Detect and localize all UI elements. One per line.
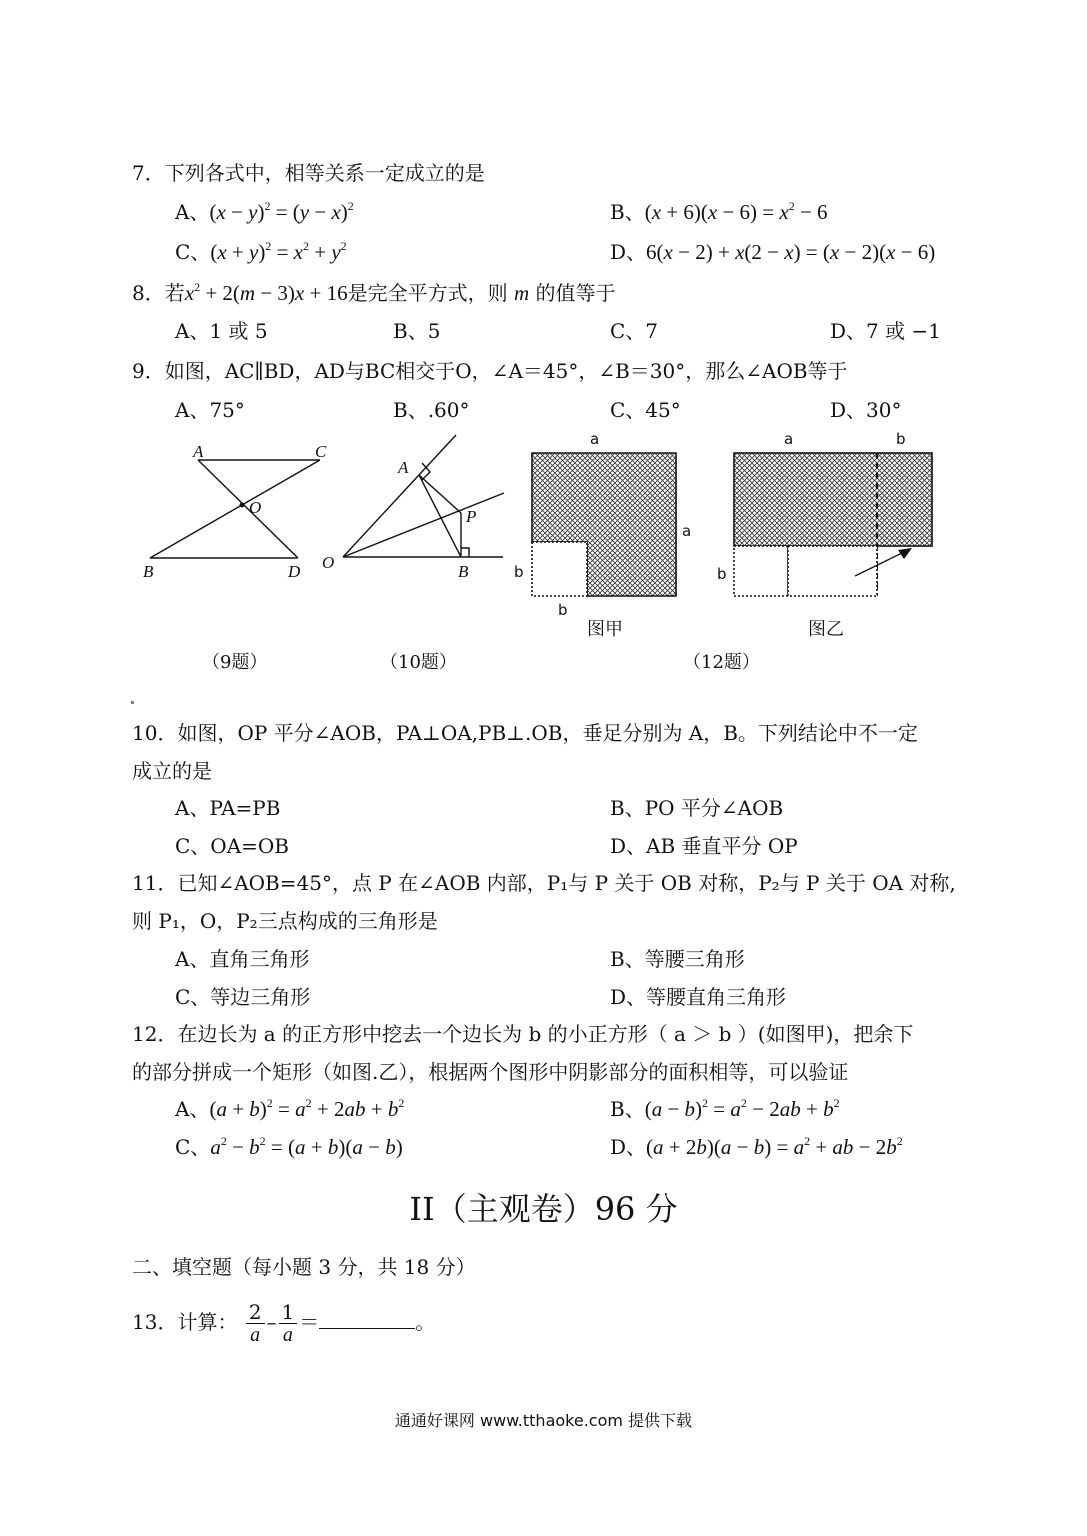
q13-fraction-2: $\frac{1}{a}$ (279, 1301, 298, 1346)
q12-option-a: A、$(a + b)^2 = a^2 + 2ab + b^2$ (175, 1096, 405, 1121)
q8-option-d: D、7 或 −1 (830, 319, 941, 343)
q7-option-b: B、$(x + 6)(x - 6) = x^2 - 6$ (610, 199, 828, 224)
q13-fraction-1: $\frac{2}{a}$ (246, 1301, 265, 1346)
q11-option-c: C、等边三角形 (175, 985, 311, 1009)
fig12b-name: 图乙 (808, 619, 844, 640)
q13-answer-blank[interactable] (319, 1310, 415, 1329)
fig12a-name: 图甲 (587, 619, 623, 640)
q11-option-a: A、直角三角形 (175, 947, 310, 971)
fig9-label-c: C (315, 442, 327, 461)
q12-option-d: D、$(a + 2b)(a - b) = a^2$ + ab − $2b^2$ (610, 1134, 903, 1159)
q11-option-d: D、等腰直角三角形 (610, 985, 787, 1009)
q10-option-d: D、AB 垂直平分 OP (610, 834, 798, 858)
q7-option-a: A、$(x - y)^2 = (y - x)^2$ (175, 199, 354, 224)
figure-q9 (135, 435, 335, 585)
q9-option-c: C、45° (610, 398, 681, 422)
fig12-caption: （12题） (683, 652, 760, 673)
q7-option-d: D、6(x − 2) + x(2 − x) = (x − 2)(x − 6) (610, 240, 936, 264)
q10-option-a: A、PA=PB (175, 796, 281, 820)
q8-option-a: A、1 或 5 (175, 319, 268, 343)
q9-stem: 9．如图，AC∥BD，AD与BC相交于O，∠A＝45°，∠B＝30°，那么∠AOB等于 (132, 359, 848, 383)
q12-stem-line1: 12．在边长为 a 的正方形中挖去一个边长为 b 的小正方形（ a ＞ b ）(如图甲)，把余下 (132, 1022, 914, 1046)
fig10-label-a: A (398, 458, 409, 477)
q7-stem: 7．下列各式中，相等关系一定成立的是 (132, 161, 485, 185)
fig10-label-b: B (458, 562, 469, 580)
q9-option-a: A、75° (175, 398, 245, 422)
q13: 13．计算： $\frac{2}{a}$ – $\frac{1}{a}$ ＝ 。 (132, 1300, 436, 1346)
figure-q12-yi (712, 428, 947, 643)
q9-option-b: B、.60° (393, 398, 470, 422)
fig12a-label-a-top: a (590, 430, 600, 448)
figure-q10 (318, 430, 513, 580)
q11-stem-line2: 则 P₁，O，P₂三点构成的三角形是 (132, 909, 438, 933)
q8-stem: 8．若$x^2 + 2(m - 3)x + 16$是完全平方式，则 m 的值等于 (132, 280, 616, 305)
q10-stem-line2: 成立的是 (132, 759, 212, 783)
fig9-label-d: D (288, 562, 301, 581)
q13-label: 13．计算： (132, 1310, 238, 1334)
q10-option-b: B、PO 平分∠AOB (610, 796, 784, 820)
q12-option-b: B、$(a - b)^2 = a^2 - 2ab + b^2$ (610, 1096, 840, 1121)
q7-option-c: C、$(x + y)^2 = x^2 + y^2$ (175, 239, 347, 264)
q10-option-c: C、OA=OB (175, 834, 289, 858)
q10-stem-line1: 10．如图，OP 平分∠AOB，PA⊥OA,PB⊥.OB，垂足分别为 A，B。下列结论中不一定 (132, 721, 918, 745)
fig10-label-p: P (466, 507, 477, 526)
q8-option-c: C、7 (610, 319, 659, 343)
q12-option-c: C、$a^2 - b^2 = (a + b)(a - b)$ (175, 1134, 403, 1159)
fig12b-label-b-left: b (717, 565, 727, 583)
q12-stem-line2: 的部分拼成一个矩形（如图.乙），根据两个图形中阴影部分的面积相等，可以验证 (132, 1060, 849, 1084)
footer: 通通好课网 www.tthaoke.com 提供下载 (394, 1411, 693, 1430)
fig10-caption: （10题） (380, 652, 457, 673)
section-title: II（主观卷）96 分 (409, 1190, 678, 1228)
section-subtitle: 二、填空题（每小题 3 分，共 18 分） (132, 1255, 476, 1279)
fig9-label-o: O (249, 498, 262, 517)
fig12a-label-a-right: a (682, 522, 692, 540)
q8-option-b: B、5 (393, 319, 441, 343)
figure-q12-jia (510, 428, 710, 643)
fig10-label-o: O (322, 553, 335, 572)
fig9-caption: （9题） (202, 652, 268, 673)
q11-stem-line1: 11．已知∠AOB=45°，点 P 在∠AOB 内部，P₁与 P 关于 OB 对称，P₂与 P 关于 OA 对称, (132, 871, 956, 895)
fig12b-label-b-top: b (896, 430, 906, 448)
fig9-label-b: B (143, 562, 154, 581)
stray-mark (131, 701, 134, 704)
fig12b-label-a-top: a (784, 430, 794, 448)
q11-option-b: B、等腰三角形 (610, 947, 745, 971)
fig12a-label-b-left: b (514, 563, 524, 581)
fig12a-label-b-bottom: b (558, 601, 568, 619)
q9-option-d: D、30° (830, 398, 902, 422)
fig9-label-a: A (193, 442, 204, 461)
